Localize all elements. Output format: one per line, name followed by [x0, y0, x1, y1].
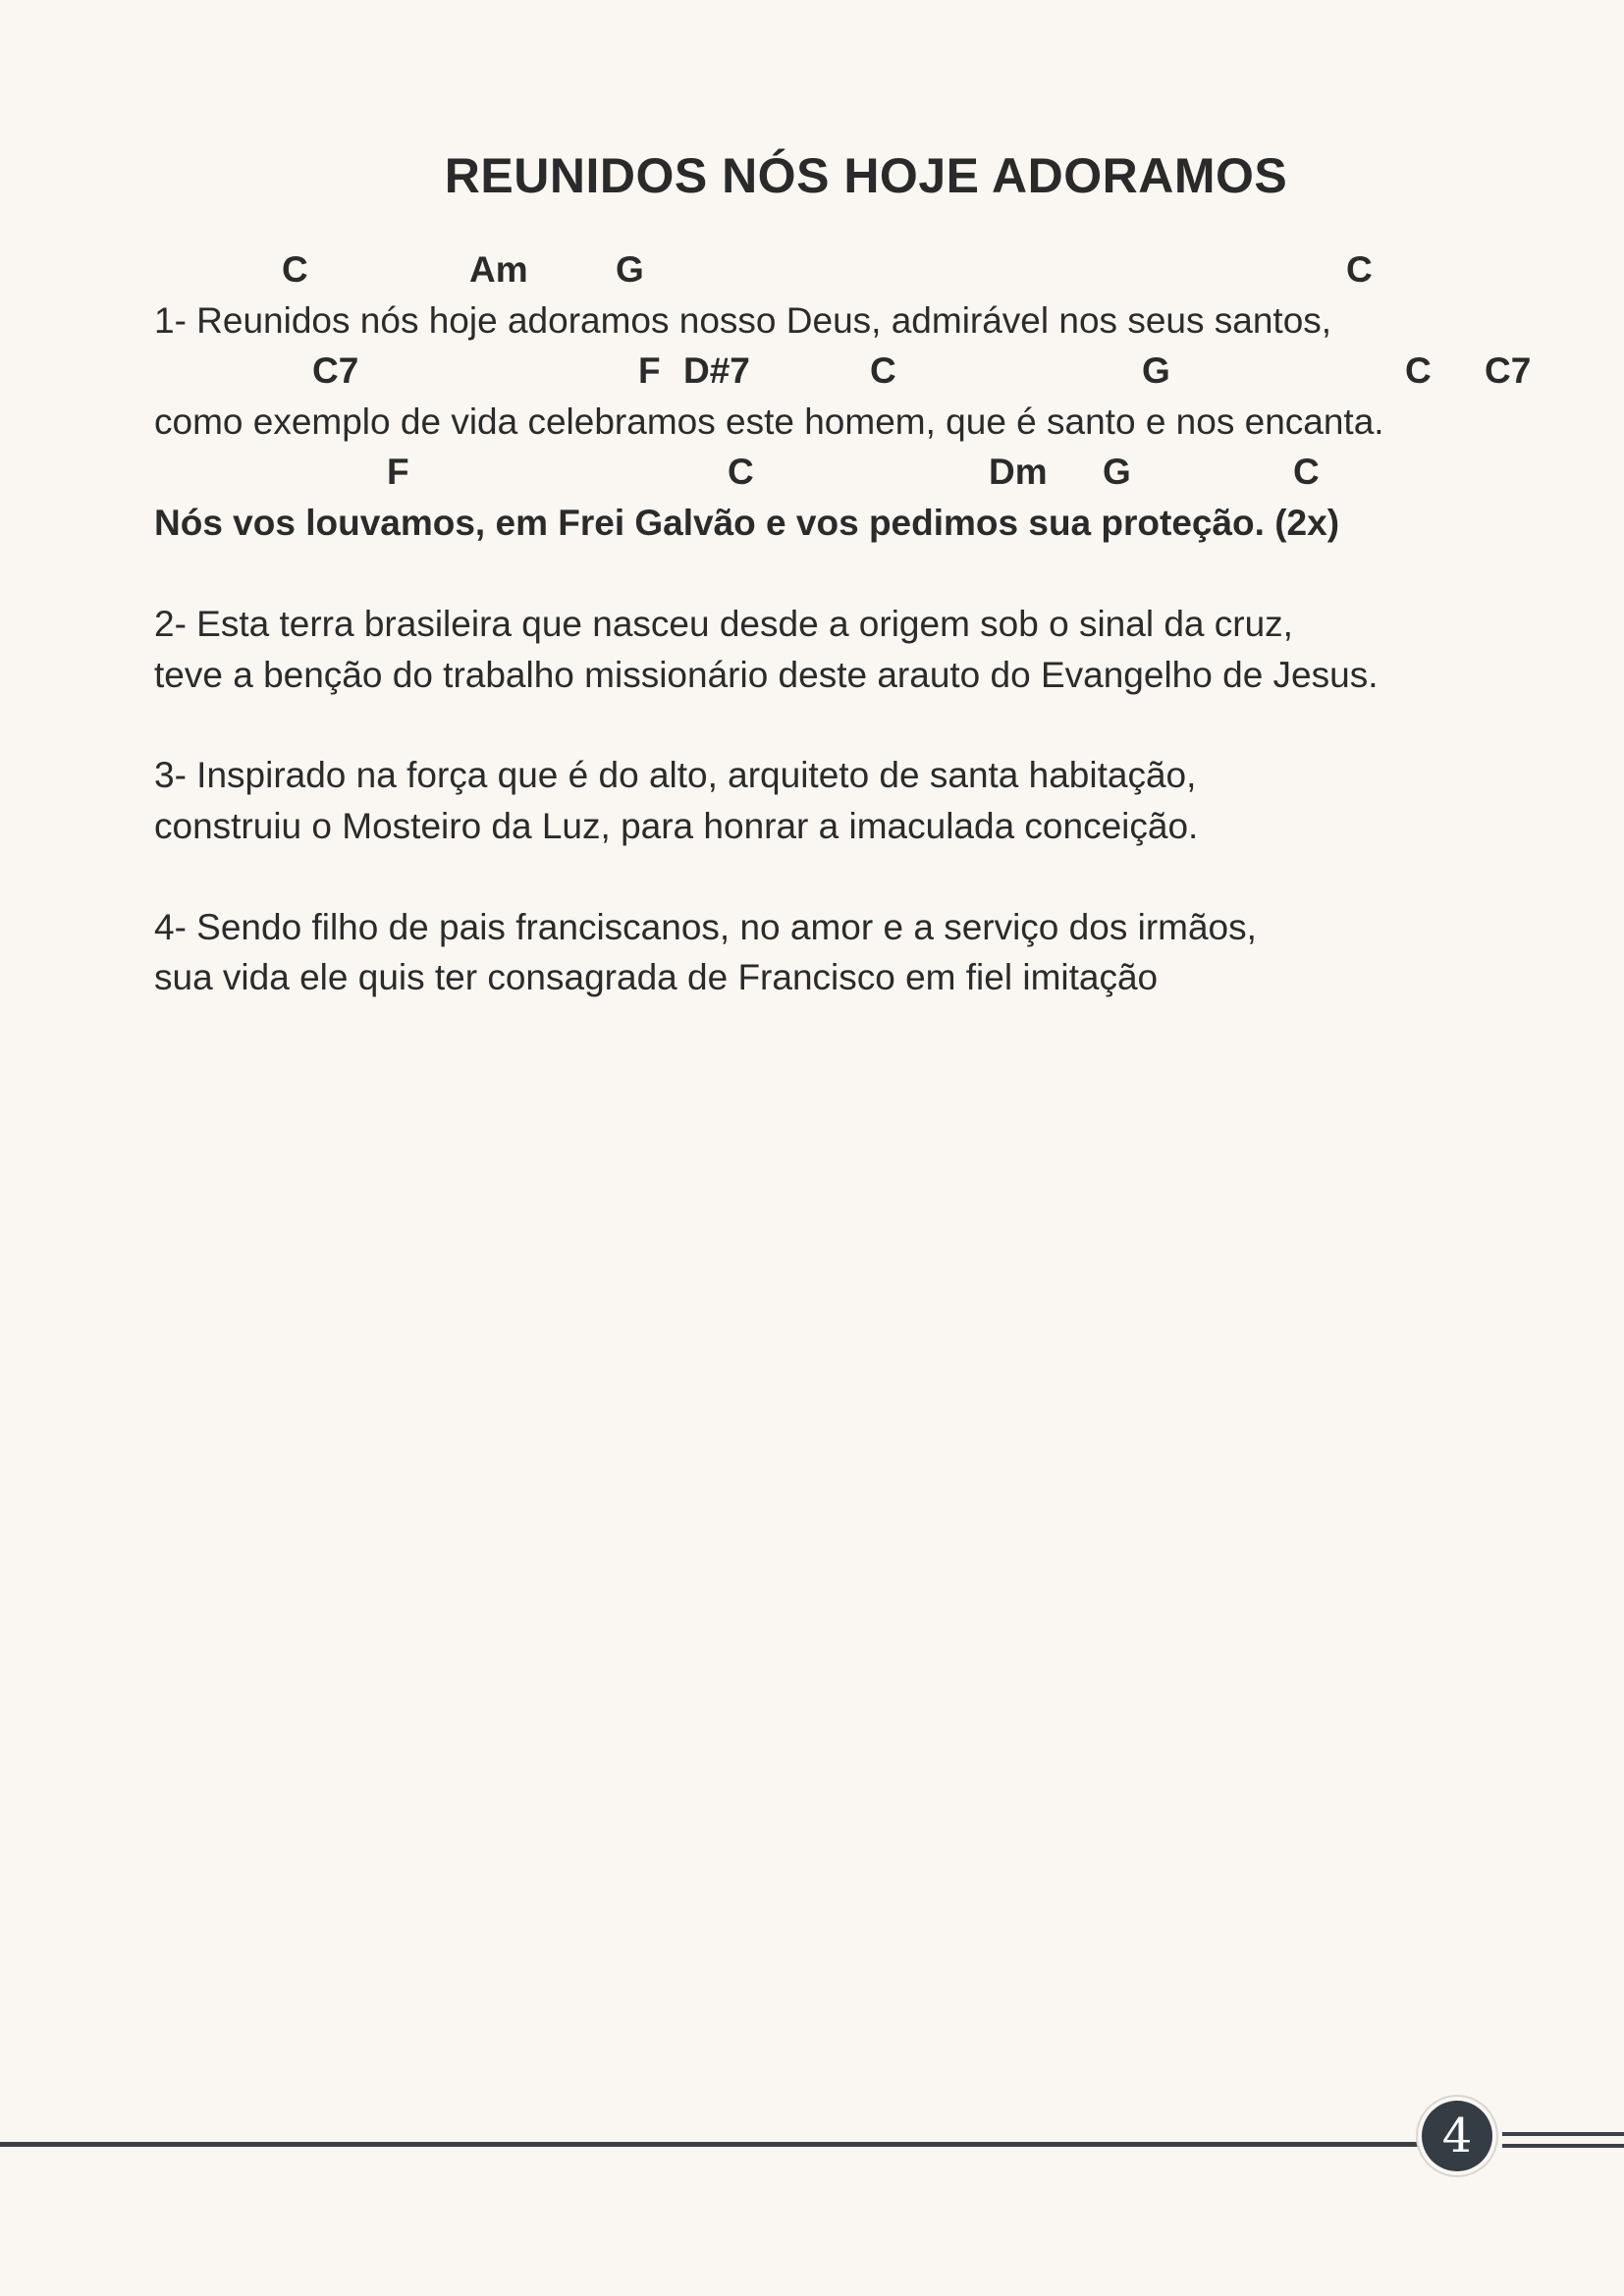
chord: F	[638, 350, 661, 391]
chord: C7	[1485, 350, 1532, 391]
lyric-line: 1- Reunidos nós hoje adoramos nosso Deus, admirável nos seus santos,	[154, 300, 1332, 341]
page-number-badge	[1422, 2101, 1492, 2171]
refrain-line: Nós vos louvamos, em Frei Galvão e vos pedimos sua proteção. (2x)	[154, 503, 1340, 543]
lyric-line: 3- Inspirado na força que é do alto, arquiteto de santa habitação,	[154, 755, 1197, 795]
chord: C	[282, 249, 308, 290]
chord: F	[387, 452, 409, 492]
lyric-line: teve a benção do trabalho missionário deste arauto do Evangelho de Jesus.	[154, 655, 1379, 695]
chord: G	[1103, 452, 1131, 492]
footer-rule-right-top	[1502, 2132, 1624, 2136]
lyric-line: construiu o Mosteiro da Luz, para honrar a imaculada conceição.	[154, 806, 1199, 846]
chord: G	[616, 249, 644, 290]
chord: Dm	[989, 452, 1048, 492]
chord: C	[870, 350, 896, 391]
footer-rule	[0, 2142, 1424, 2147]
lyric-line: 2- Esta terra brasileira que nasceu desde a origem sob o sinal da cruz,	[154, 604, 1293, 644]
lyric-line: como exemplo de vida celebramos este homem, que é santo e nos encanta.	[154, 401, 1384, 442]
page-number: 4	[1441, 2109, 1473, 2163]
chord: D#7	[683, 350, 750, 391]
song-title: REUNIDOS NÓS HOJE ADORAMOS	[444, 148, 1288, 203]
chord: C	[1346, 249, 1373, 290]
lyric-line: 4- Sendo filho de pais franciscanos, no amor e a serviço dos irmãos,	[154, 907, 1257, 947]
chord: Am	[469, 249, 528, 290]
chord: C	[1293, 452, 1320, 492]
chord: G	[1142, 350, 1170, 391]
chord: C	[1405, 350, 1432, 391]
chord: C	[728, 452, 754, 492]
footer-rule-right-bottom	[1502, 2144, 1624, 2148]
chord: C7	[312, 350, 359, 391]
lyric-line: sua vida ele quis ter consagrada de Francisco em fiel imitação	[154, 957, 1159, 997]
